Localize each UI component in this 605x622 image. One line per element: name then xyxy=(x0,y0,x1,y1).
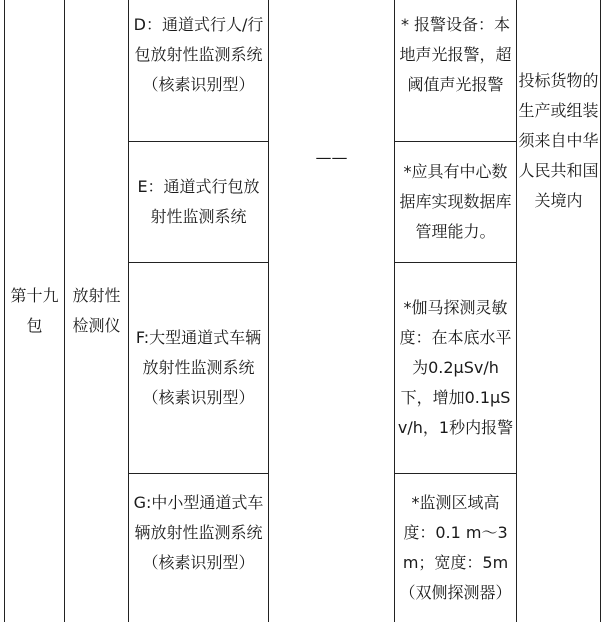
quantity-value: —— xyxy=(315,148,348,167)
item-name: D：通道式行人/行包放射性监测系统（核素识别型） xyxy=(133,15,264,94)
spec-cell xyxy=(395,0,516,141)
spec-cell xyxy=(395,474,516,622)
spec-text: * 报警设备：本地声光报警，超阈值声光报警 xyxy=(399,15,512,94)
package-cell xyxy=(5,0,64,622)
item-name: G:中小型通道式车辆放射性监测系统（核素识别型） xyxy=(133,493,264,572)
spec-text: *伽马探测灵敏度：在本底水平为0.2μSv/h下，增加0.1μSv/h，1秒内报警 xyxy=(397,298,514,437)
category-label: 放射性检测仪 xyxy=(72,286,121,335)
spec-cell xyxy=(395,263,516,473)
table-border-right xyxy=(600,0,601,622)
item-name-cell xyxy=(129,263,268,473)
item-name-cell xyxy=(129,0,268,141)
item-name: F:大型通道式车辆放射性监测系统（核素识别型） xyxy=(135,328,262,407)
origin-text: 投标货物的生产或组装须来自中华人民共和国关境内 xyxy=(518,71,599,210)
package-label: 第十九包 xyxy=(10,286,59,335)
item-name-cell xyxy=(129,142,268,262)
spec-text: *应具有中心数据库实现数据库管理能力。 xyxy=(399,162,512,241)
category-cell xyxy=(65,0,128,622)
spec-text: *监测区域高度：0.1 m～3m；宽度：5m（双侧探测器） xyxy=(399,493,512,602)
item-name: E：通道式行包放射性监测系统 xyxy=(137,177,260,226)
item-name-cell xyxy=(129,474,268,622)
spec-cell xyxy=(395,142,516,262)
column-divider xyxy=(268,0,269,622)
quantity-cell xyxy=(269,140,394,176)
origin-cell xyxy=(517,66,600,256)
